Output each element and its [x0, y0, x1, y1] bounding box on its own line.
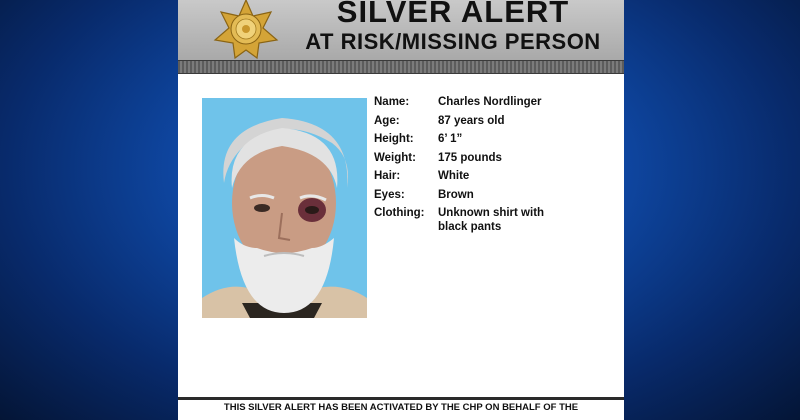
person-details [374, 95, 614, 239]
detail-value: 87 years old [438, 114, 505, 127]
detail-row-eyes [374, 188, 614, 202]
detail-row-height [374, 132, 614, 146]
detail-value: 6’ 1” [438, 133, 463, 145]
chp-star-badge-icon [211, 0, 281, 60]
alert-title: SILVER ALERT [336, 0, 570, 29]
detail-row-clothing [374, 206, 614, 234]
detail-value: White [438, 170, 470, 182]
detail-label: Clothing: [374, 207, 425, 219]
detail-label: Height: [374, 133, 414, 145]
detail-label: Age: [374, 114, 400, 127]
flyer-header [178, 0, 624, 60]
alert-subtitle: AT RISK/MISSING PERSON [305, 29, 601, 54]
detail-label: Weight: [374, 151, 416, 164]
detail-row-weight [374, 151, 614, 165]
detail-value: Unknown shirt with black pants [438, 207, 545, 233]
silver-alert-flyer [178, 0, 624, 420]
detail-value: Charles Nordlinger [438, 96, 542, 108]
detail-label: Hair: [374, 170, 401, 182]
detail-row-name [374, 95, 614, 109]
detail-row-age [374, 114, 614, 128]
header-divider [178, 60, 624, 74]
footer-notice: THIS SILVER ALERT HAS BEEN ACTIVATED BY THE CHP ON BEHALF OF THE [223, 402, 579, 413]
detail-value: 175 pounds [438, 151, 502, 164]
footer-divider [178, 397, 624, 400]
detail-row-hair [374, 169, 614, 183]
detail-label: Eyes: [374, 188, 405, 201]
detail-label: Name: [374, 96, 410, 108]
missing-person-photo [202, 98, 367, 318]
detail-value: Brown [438, 188, 474, 201]
